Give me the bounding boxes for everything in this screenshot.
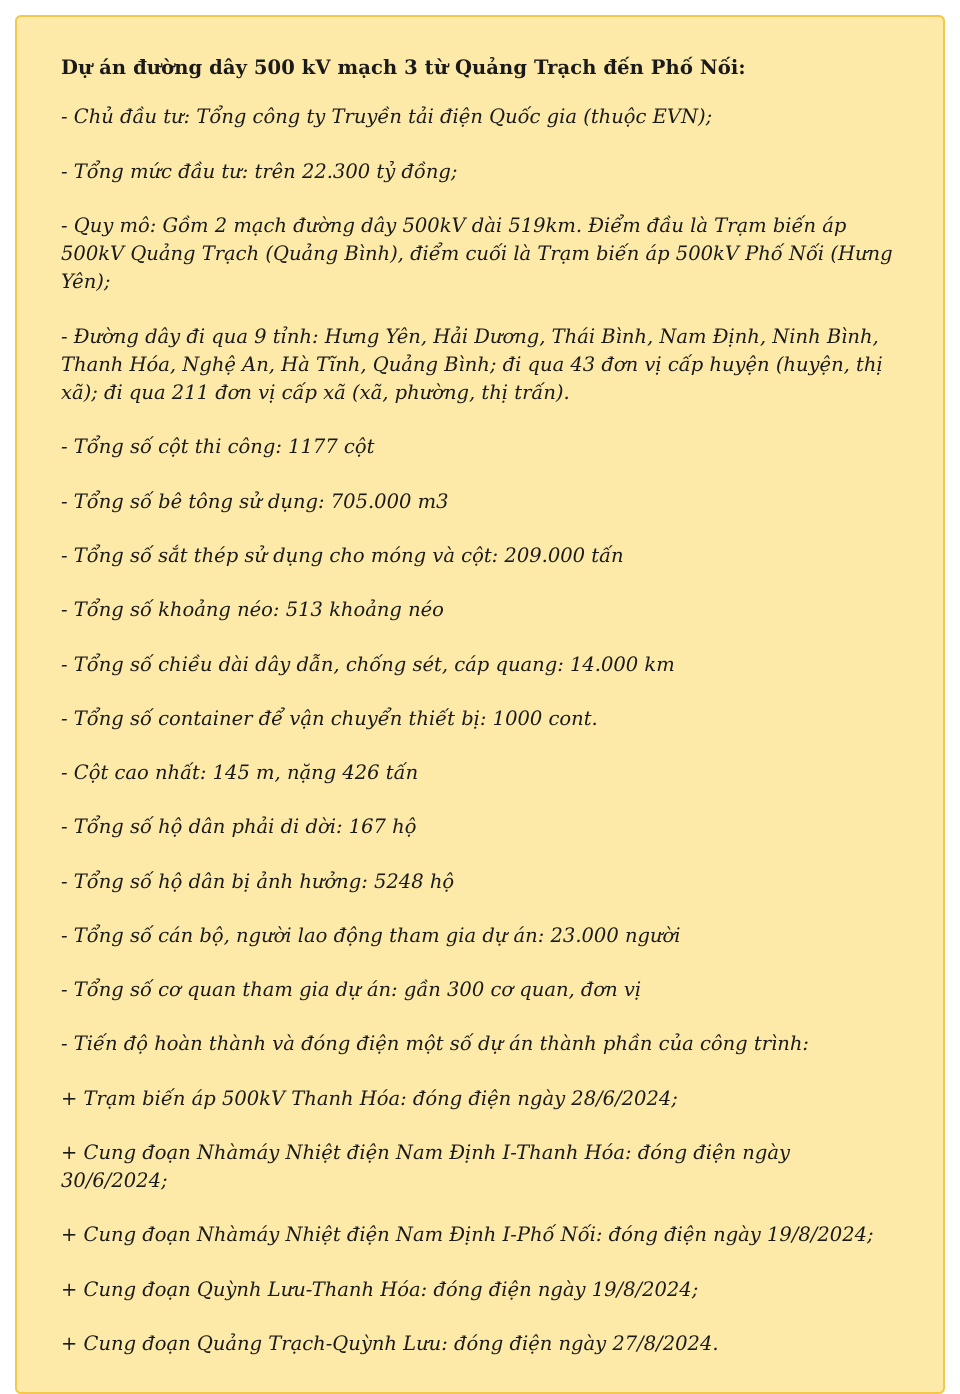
detail-line: + Cung đoạn Quảng Trạch-Quỳnh Lưu: đóng điện ngày 27/8/2024. [61,1331,719,1355]
detail-line: - Tổng số khoảng néo: 513 khoảng néo [61,598,444,622]
detail-line: - Tổng mức đầu tư: trên 22.300 tỷ đồng; [61,159,458,183]
detail-line: - Chủ đầu tư: Tổng công ty Truyền tải điện Quốc gia (thuộc EVN); [61,105,713,129]
detail-line: - Tổng số container để vận chuyển thiết bị: 1000 cont. [61,706,598,730]
detail-line: - Tổng số hộ dân bị ảnh hưởng: 5248 hộ [61,869,455,893]
detail-line: - Tiến độ hoàn thành và đóng điện một số dự án thành phần của công trình: [61,1032,809,1056]
detail-line: - Tổng số chiều dài dây dẫn, chống sét, cáp quang: 14.000 km [61,652,675,676]
detail-line: - Tổng số cán bộ, người lao động tham gia dự án: 23.000 người [61,923,681,947]
detail-line: + Cung đoạn Nhàmáy Nhiệt điện Nam Định I-Thanh Hóa: đóng điện ngày 30/6/2024; [61,1140,790,1193]
detail-line: - Tổng số cột thi công: 1177 cột [61,435,375,459]
detail-line: - Tổng số cơ quan tham gia dự án: gần 300 cơ quan, đơn vị [61,978,642,1002]
project-details-list [61,103,899,1358]
project-info-box [15,15,945,1394]
detail-line: + Cung đoạn Quỳnh Lưu-Thanh Hóa: đóng điện ngày 19/8/2024; [61,1277,699,1301]
detail-line: - Cột cao nhất: 145 m, nặng 426 tấn [61,761,419,785]
detail-line: + Trạm biến áp 500kV Thanh Hóa: đóng điện ngày 28/6/2024; [61,1086,678,1110]
detail-line: - Tổng số hộ dân phải di dời: 167 hộ [61,815,417,839]
detail-line: - Tổng số bê tông sử dụng: 705.000 m3 [61,489,449,513]
page-title: Dự án đường dây 500 kV mạch 3 từ Quảng Trạch đến Phố Nối: [61,56,746,79]
detail-line: + Cung đoạn Nhàmáy Nhiệt điện Nam Định I-Phố Nối: đóng điện ngày 19/8/2024; [61,1223,874,1247]
detail-line: - Quy mô: Gồm 2 mạch đường dây 500kV dài 519km. Điểm đầu là Trạm biến áp 500kV Quảng Trạch (Quảng Bình), điểm cuối là Trạm biến áp 500kV Phố Nối (Hưng Yên); [61,213,893,294]
detail-line: - Tổng số sắt thép sử dụng cho móng và cột: 209.000 tấn [61,543,624,567]
detail-line: - Đường dây đi qua 9 tỉnh: Hưng Yên, Hải Dương, Thái Bình, Nam Định, Ninh Bình, Thanh Hóa, Nghệ An, Hà Tĩnh, Quảng Bình; đi qua 43 đơn vị cấp huyện (huyện, thị xã); đi qua 211 đơn vị cấp xã (xã, phường, thị trấn). [61,324,883,405]
